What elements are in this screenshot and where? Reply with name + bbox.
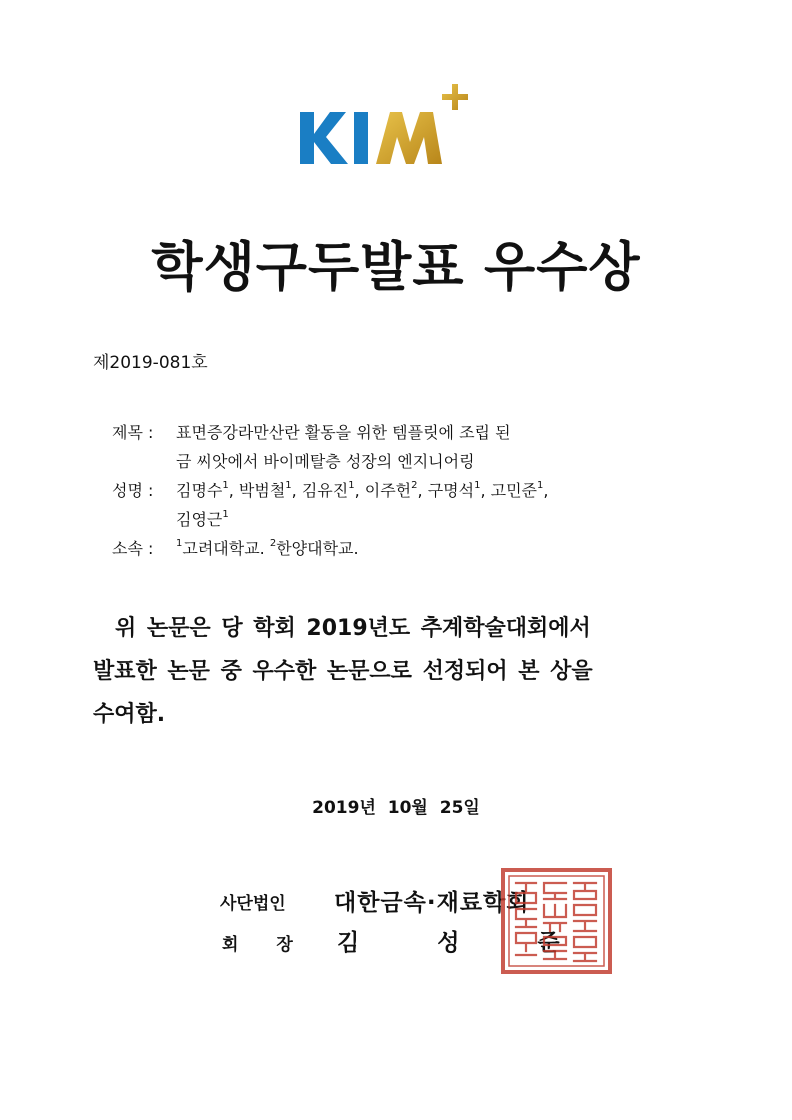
award-date: 2019년 10월 25일	[312, 798, 480, 818]
paper-info	[112, 418, 548, 563]
organization-name: 대한금속·재료학회	[334, 890, 530, 916]
author-affiliation: 1	[474, 479, 481, 491]
affiliation-name: 고려대학교.	[182, 539, 265, 558]
paper-title-line1: 표면증강라만산란 활동을 위한 템플릿에 조립 된	[176, 423, 511, 442]
author-separator: ,	[228, 481, 239, 500]
author-name: 김유진	[301, 481, 349, 500]
author-name: 고민준	[490, 481, 537, 500]
official-seal	[500, 867, 613, 975]
author-name: 이주헌	[364, 481, 412, 500]
author-affiliation: 1	[536, 479, 544, 491]
authors-line2	[176, 505, 229, 534]
author-separator: ,	[543, 481, 549, 500]
authors-row-2	[112, 505, 548, 534]
authors-label: 성명 :	[112, 481, 154, 500]
author-name: 김영근	[176, 510, 223, 529]
title-row	[112, 418, 548, 447]
logo-plus	[442, 84, 468, 110]
statement-line-3: 수여함.	[93, 702, 166, 727]
author-affiliation: 1	[222, 508, 229, 520]
kim-logo	[296, 82, 476, 170]
award-statement	[93, 607, 683, 736]
author-separator: ,	[417, 481, 428, 500]
author-affiliation: 1	[222, 479, 229, 491]
authors-row	[112, 476, 548, 505]
affiliations	[176, 534, 359, 563]
seal-stamp-graphic	[500, 867, 613, 975]
statement-line-2: 발표한 논문 중 우수한 논문으로 선정되어 본 상을	[93, 659, 593, 684]
author-separator: ,	[354, 481, 365, 500]
president-title: 회장	[222, 935, 331, 955]
title-row-2	[112, 447, 548, 476]
author-affiliation: 1	[285, 479, 292, 491]
author-name: 구명석	[427, 481, 475, 500]
president-name: 김성준	[337, 930, 638, 956]
authors-line1	[176, 476, 548, 505]
author-affiliation: 2	[411, 479, 418, 491]
statement-line-1: 위 논문은 당 학회 2019년도 추계학술대회에서	[115, 616, 591, 641]
logo-letter-i	[354, 112, 368, 164]
affiliation-name: 한양대학교.	[276, 539, 359, 558]
author-name: 김명수	[176, 481, 223, 500]
certificate-number: 제2019-081호	[93, 353, 208, 373]
affiliation-row	[112, 534, 548, 563]
affiliation-number: 2	[269, 537, 277, 549]
affiliation-number: 1	[176, 537, 183, 549]
kim-logo-graphic	[296, 82, 476, 170]
author-affiliation: 1	[348, 479, 355, 491]
author-name: 박범철	[238, 481, 286, 500]
award-title: 학생구두발표 우수상	[151, 237, 641, 298]
title-label: 제목 :	[112, 423, 154, 442]
paper-title-line2: 금 씨앗에서 바이메탈층 성장의 엔지니어링	[176, 452, 475, 471]
author-separator: ,	[480, 481, 491, 500]
organization-prefix: 사단법인	[220, 894, 286, 914]
affiliation-label: 소속 :	[112, 539, 154, 558]
logo-letter-m	[376, 112, 442, 164]
logo-letter-k	[300, 112, 348, 164]
author-separator: ,	[291, 481, 302, 500]
